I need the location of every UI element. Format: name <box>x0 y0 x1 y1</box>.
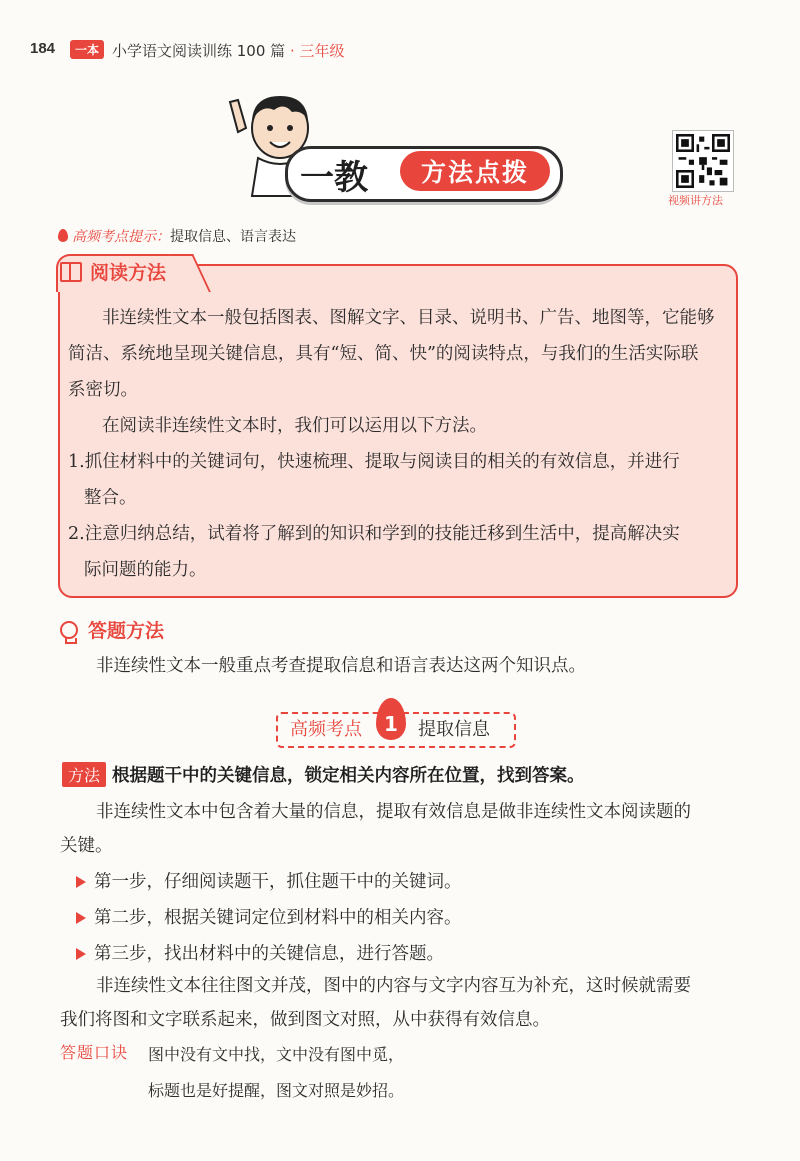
brand-badge: 一本 <box>70 40 104 59</box>
reading-item1-line2: 整合。 <box>84 488 137 508</box>
step-item <box>76 868 462 896</box>
method-intro-line1: 非连续性文本中包含着大量的信息，提取有效信息是做非连续性文本阅读题的 <box>96 802 691 822</box>
step-text: 第三步，找出材料中的关键信息，进行答题。 <box>94 944 444 964</box>
mnemonic-label: 答题口诀 <box>60 1043 129 1062</box>
reading-p1-line2: 简洁、系统地呈现关键信息，具有“短、简、快”的阅读特点，与我们的生活实际联 <box>68 344 699 364</box>
reading-method-heading <box>60 258 166 285</box>
reading-item1-line1: 1.抓住材料中的关键词句，快速梳理、提取与阅读目的相关的有效信息，并进行 <box>68 452 680 472</box>
flame-icon <box>58 229 68 242</box>
page-number: 184 <box>30 40 56 57</box>
tip-line1: 非连续性文本往往图文并茂，图中的内容与文字内容互为补充，这时候就需要 <box>96 976 691 996</box>
book-icon <box>60 262 82 282</box>
reading-item2-line2: 际问题的能力。 <box>84 560 207 580</box>
title-separator: · <box>289 42 295 60</box>
banner-title: 方法点拨 <box>400 151 550 191</box>
reading-p1-line1: 非连续性文本一般包括图表、图解文字、目录、说明书、广告、地图等，它能够 <box>102 308 715 328</box>
topic-number-flame: 1 <box>376 698 406 740</box>
arrow-bullet-icon <box>76 912 86 924</box>
mnemonic-line2: 标题也是好提醒，图文对照是妙招。 <box>148 1081 405 1100</box>
step-text: 第一步，仔细阅读题干，抓住题干中的关键词。 <box>94 872 462 892</box>
reading-p2: 在阅读非连续性文本时，我们可以运用以下方法。 <box>102 416 487 436</box>
book-title-text: 小学语文阅读训练 100 篇 <box>112 42 286 60</box>
reading-p1-line3: 系密切。 <box>68 380 138 400</box>
method-intro-line2: 关键。 <box>60 836 113 856</box>
high-frequency-hint <box>58 226 296 246</box>
grade-label: 三年级 <box>299 42 345 60</box>
tip-line2: 我们将图和文字联系起来，做到图文对照，从中获得有效信息。 <box>60 1010 550 1030</box>
arrow-bullet-icon <box>76 876 86 888</box>
answer-method-title: 答题方法 <box>88 620 165 642</box>
qr-code[interactable] <box>672 130 734 192</box>
step-item <box>76 940 444 968</box>
hint-value: 提取信息、语言表达 <box>170 229 296 245</box>
lightbulb-icon <box>60 621 78 639</box>
step-item <box>76 904 462 932</box>
step-text: 第二步，根据关键词定位到材料中的相关内容。 <box>94 908 462 928</box>
qr-caption: 视频讲方法 <box>668 194 723 207</box>
mnemonic-line1: 图中没有文中找，文中没有图中觅， <box>148 1045 405 1064</box>
book-title <box>112 40 345 61</box>
topic-label: 高频考点 <box>290 719 362 740</box>
reading-item2-line1: 2.注意归纳总结，试着将了解到的知识和学到的技能迁移到生活中，提高解决实 <box>68 524 680 544</box>
banner-prefix: 一教 <box>300 158 368 198</box>
arrow-bullet-icon <box>76 948 86 960</box>
answer-method-text: 非连续性文本一般重点考查提取信息和语言表达这两个知识点。 <box>96 656 586 676</box>
answer-method-heading <box>60 616 164 643</box>
topic-name: 提取信息 <box>418 719 490 740</box>
reading-method-title: 阅读方法 <box>90 262 167 284</box>
method-tag: 方法 <box>62 762 106 787</box>
method-text: 根据题干中的关键信息，锁定相关内容所在位置，找到答案。 <box>112 766 585 786</box>
hint-label: 高频考点提示： <box>72 229 170 245</box>
